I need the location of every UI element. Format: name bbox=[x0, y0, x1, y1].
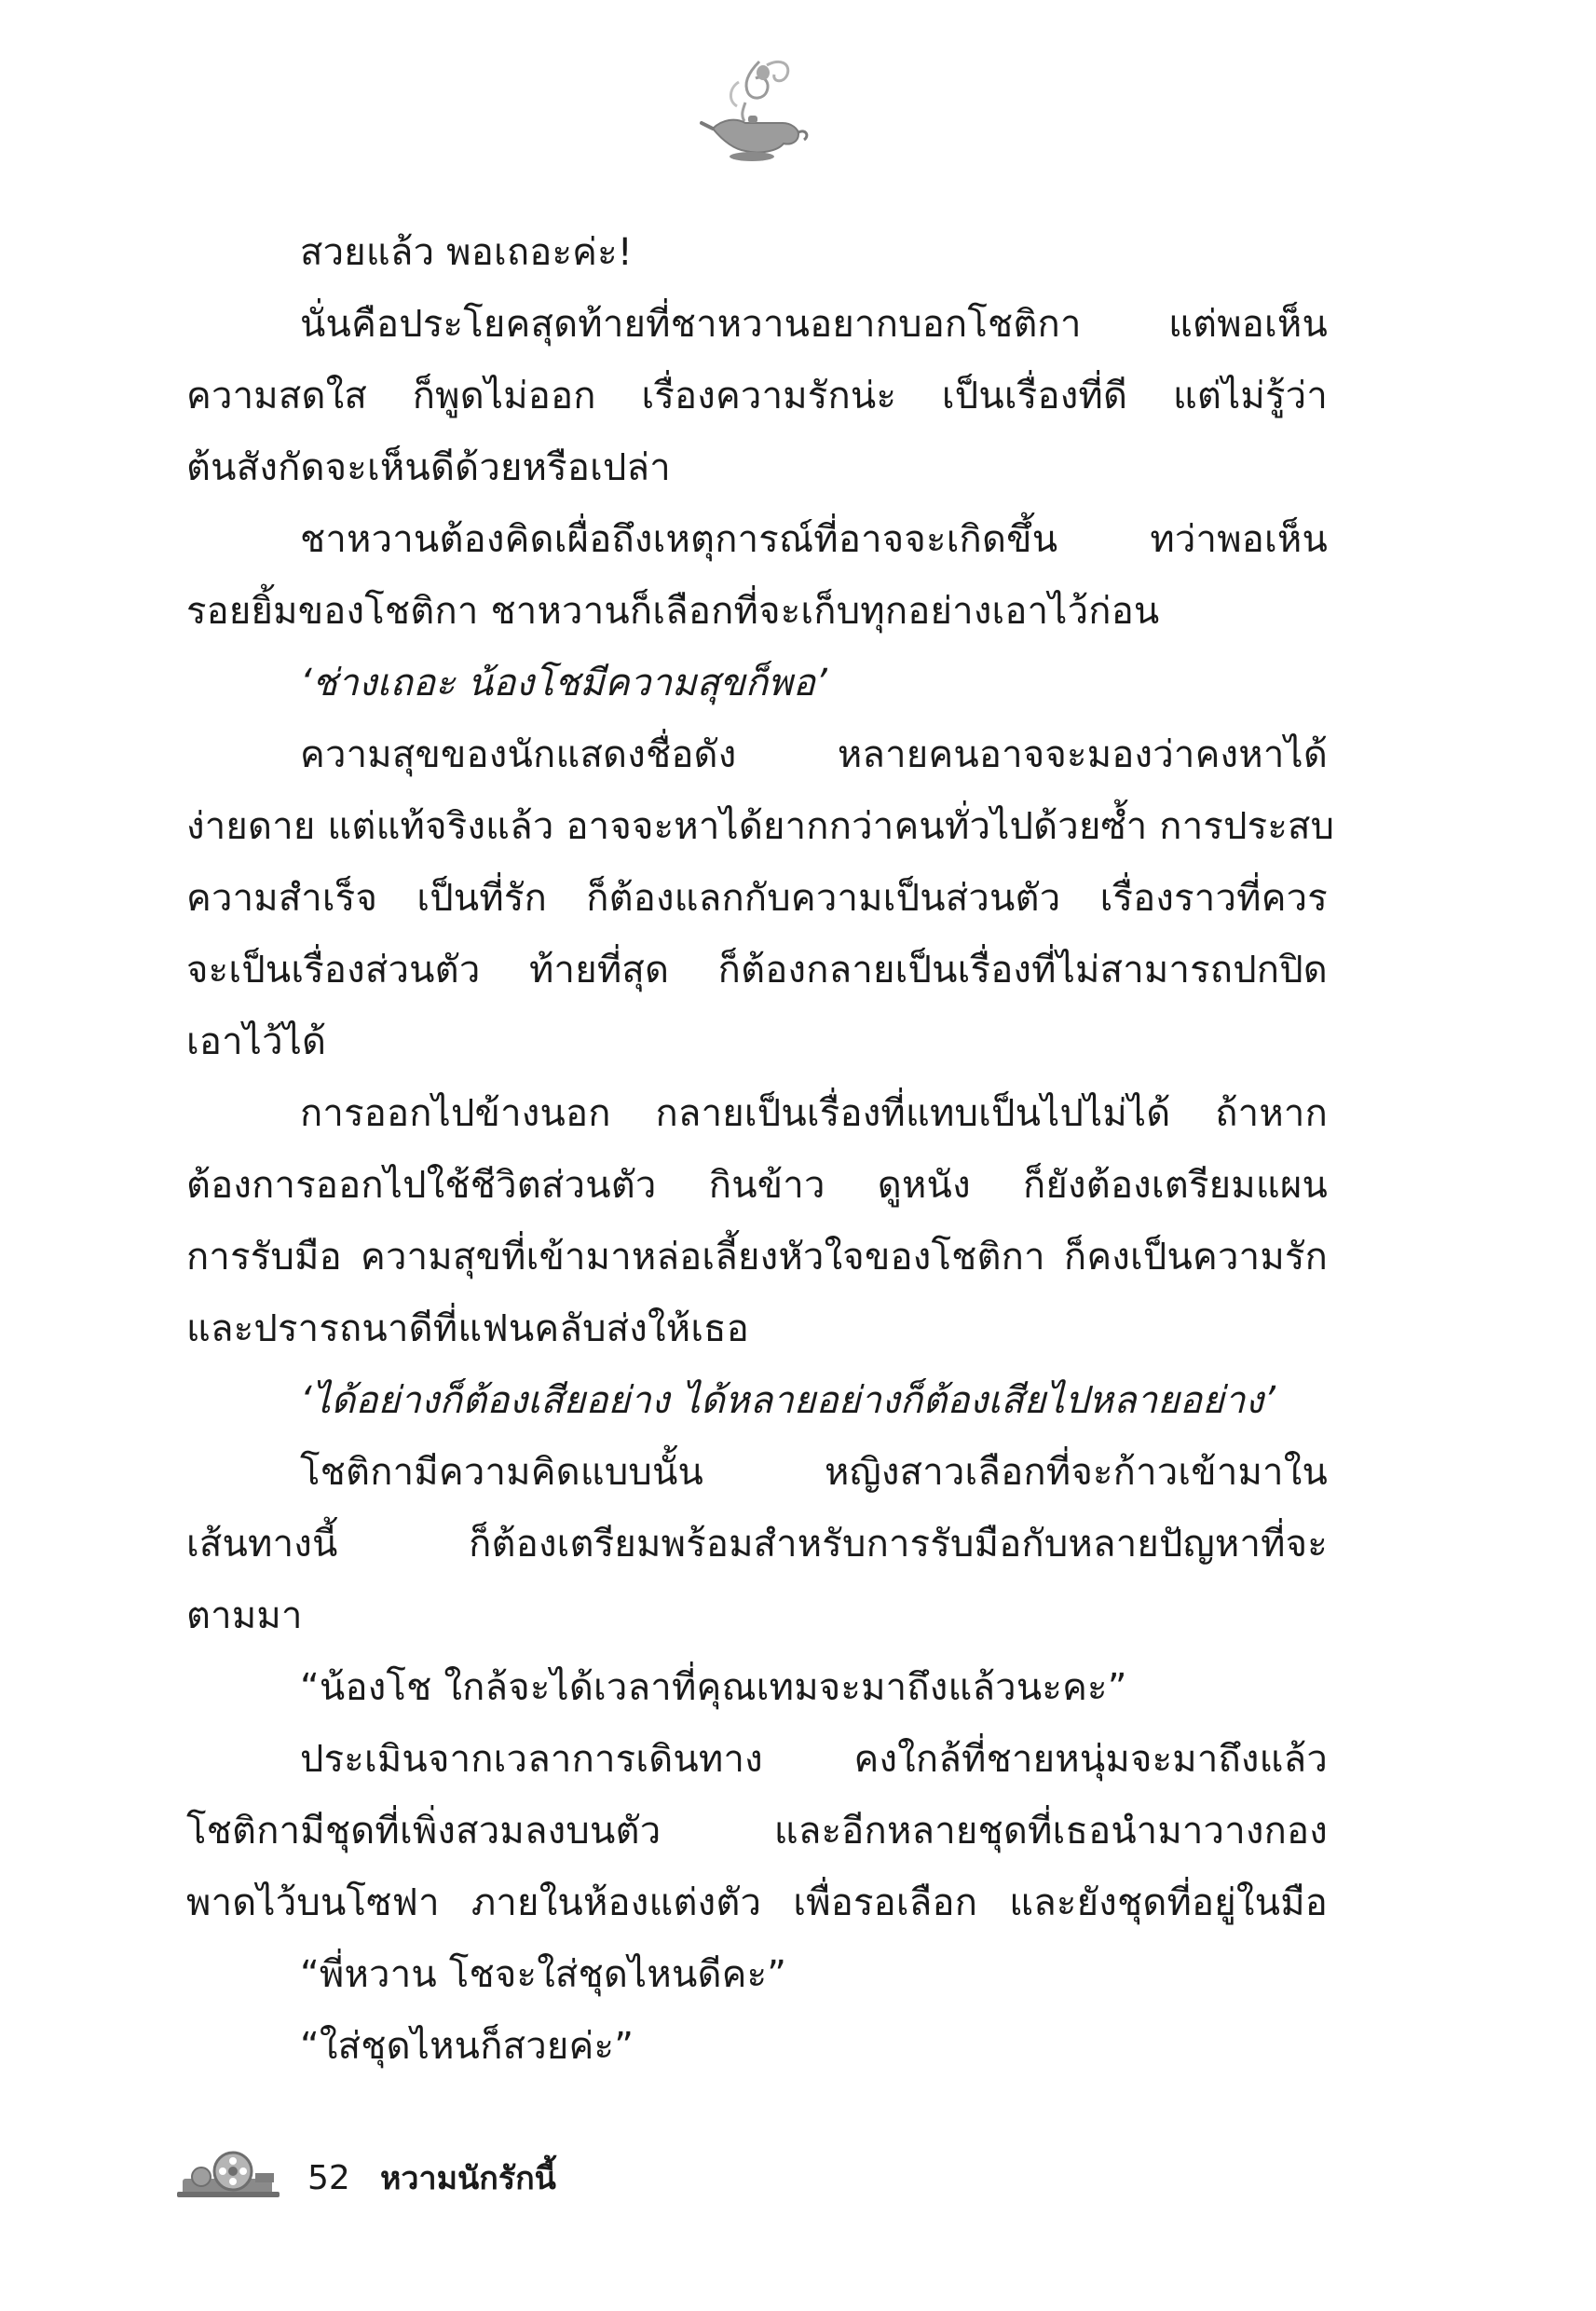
body-line: จะเป็นเรื่องส่วนตัว ท้ายที่สุด ก็ต้องกลายเป็นเรื่องที่ไม่สามารถปกปิด bbox=[186, 949, 1328, 991]
body-line: ตามมา bbox=[186, 1594, 303, 1637]
body-line: ‘ได้อย่างก็ต้องเสียอย่าง ได้หลายอย่างก็ต้องเสียไปหลายอย่าง’ bbox=[300, 1379, 1276, 1422]
film-reel-icon bbox=[177, 2151, 280, 2202]
body-line: การออกไปข้างนอก กลายเป็นเรื่องที่แทบเป็นไปไม่ได้ ถ้าหาก bbox=[300, 1092, 1328, 1135]
body-line: โชติกามีความคิดแบบนั้น หญิงสาวเลือกที่จะก้าวเข้ามาใน bbox=[300, 1451, 1328, 1494]
body-line: “น้องโช ใกล้จะได้เวลาที่คุณเทมจะมาถึงแล้วนะคะ” bbox=[300, 1666, 1127, 1709]
page-footer bbox=[177, 2151, 829, 2207]
body-line: โชติกามีชุดที่เพิ่งสวมลงบนตัว และอีกหลายชุดที่เธอนำมาวางกอง bbox=[186, 1810, 1328, 1853]
body-line: นั่นคือประโยคสุดท้ายที่ชาหวานอยากบอกโชติกา แต่พอเห็น bbox=[300, 303, 1328, 346]
body-text bbox=[186, 217, 1335, 2083]
body-line: ความสำเร็จ เป็นที่รัก ก็ต้องแลกกับความเป็นส่วนตัว เรื่องราวที่ควร bbox=[186, 877, 1328, 920]
page-number: 52 bbox=[307, 2159, 350, 2197]
book-title: หวามนักรักนี้ bbox=[380, 2160, 556, 2197]
body-line: เอาไว้ได้ bbox=[186, 1020, 327, 1063]
body-line: ต้องการออกไปใช้ชีวิตส่วนตัว กินข้าว ดูหนัง ก็ยังต้องเตรียมแผน bbox=[186, 1164, 1328, 1207]
body-line: ง่ายดาย แต่แท้จริงแล้ว อาจจะหาได้ยากกว่าคนทั่วไปด้วยซ้ำ การประสบ bbox=[186, 805, 1335, 848]
genie-lamp-icon bbox=[694, 54, 815, 166]
body-line: รอยยิ้มของโชติกา ชาหวานก็เลือกที่จะเก็บทุกอย่างเอาไว้ก่อน bbox=[186, 590, 1160, 633]
body-line: และปรารถนาดีที่แฟนคลับส่งให้เธอ bbox=[186, 1307, 750, 1350]
body-line: “ใส่ชุดไหนก็สวยค่ะ” bbox=[300, 2025, 634, 2068]
body-line: “พี่หวาน โชจะใส่ชุดไหนดีคะ” bbox=[300, 1953, 787, 1996]
body-line: การรับมือ ความสุขที่เข้ามาหล่อเลี้ยงหัวใจของโชติกา ก็คงเป็นความรัก bbox=[186, 1236, 1328, 1279]
body-line: สวยแล้ว พอเถอะค่ะ! bbox=[300, 231, 634, 274]
body-line: ประเมินจากเวลาการเดินทาง คงใกล้ที่ชายหนุ่มจะมาถึงแล้ว bbox=[300, 1738, 1328, 1781]
body-line: ความสดใส ก็พูดไม่ออก เรื่องความรักน่ะ เป็นเรื่องที่ดี แต่ไม่รู้ว่า bbox=[186, 375, 1328, 417]
body-line: ชาหวานต้องคิดเผื่อถึงเหตุการณ์ที่อาจจะเกิดขึ้น ทว่าพอเห็น bbox=[300, 518, 1328, 561]
body-line: ต้นสังกัดจะเห็นดีด้วยหรือเปล่า bbox=[186, 446, 671, 489]
body-line: ‘ช่างเถอะ น้องโชมีความสุขก็พอ’ bbox=[300, 662, 827, 704]
body-line: ความสุขของนักแสดงชื่อดัง หลายคนอาจจะมองว่าคงหาได้ bbox=[300, 733, 1328, 776]
body-line: พาดไว้บนโซฟา ภายในห้องแต่งตัว เพื่อรอเลือก และยังชุดที่อยู่ในมือ bbox=[186, 1881, 1328, 1924]
body-line: เส้นทางนี้ ก็ต้องเตรียมพร้อมสำหรับการรับมือกับหลายปัญหาที่จะ bbox=[186, 1523, 1328, 1566]
